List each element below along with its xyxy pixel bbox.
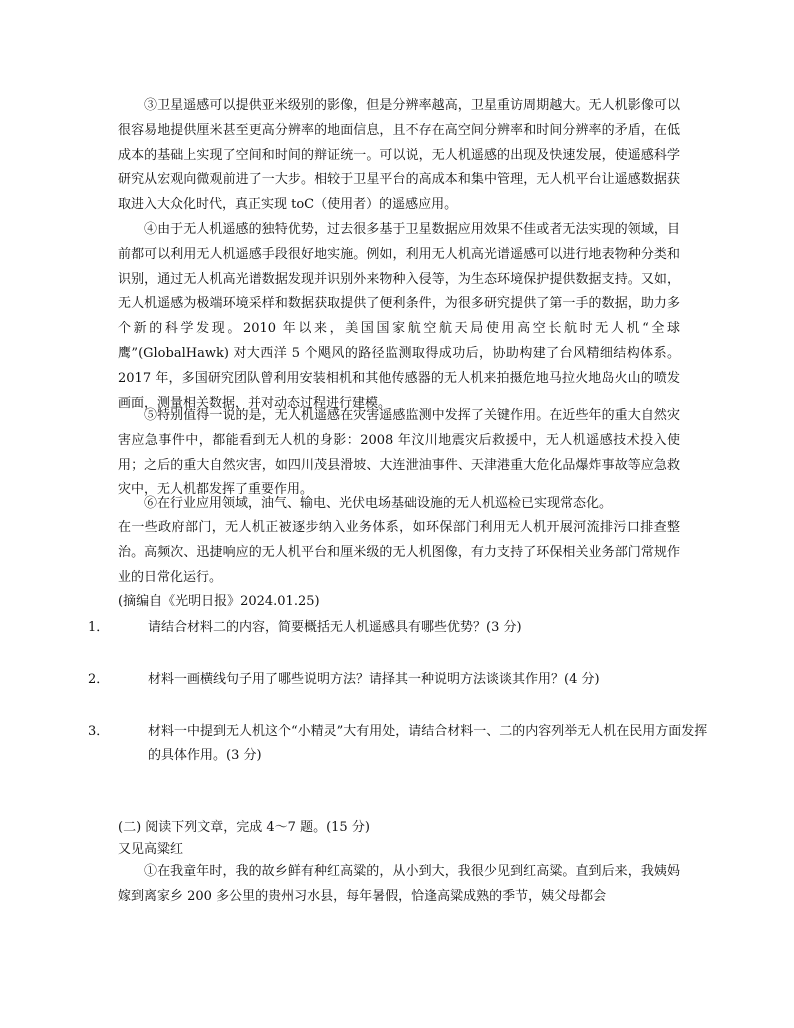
paragraph-5: ⑤特别值得一说的是，无人机遥感在灾害遥感监测中发挥了关键作用。在近些年的重大自然灾害应急事件中，都能看到无人机的身影：2008 年汶川地震灾后救援中，无人机遥感技术投入使用；之后的重大自然灾害，如四川茂县滑坡、大连泄油事件、天津港重大危化品爆炸事故等应急救灾中，无人机都发挥了重要作用。 bbox=[118, 408, 680, 498]
paragraph-6-first-line: ⑥在行业应用领域，油气、输电、光伏电场基础设施的无人机巡检已实现常态化。 bbox=[144, 496, 613, 511]
question-text: 请结合材料二的内容，简要概括无人机遥感具有哪些优势？(3 分) bbox=[148, 620, 522, 635]
paragraph-3: ③卫星遥感可以提供亚米级别的影像，但是分辨率越高，卫星重访周期越大。无人机影像可以很容易地提供厘米甚至更高分辨率的地面信息，且不存在高空间分辨率和时间分辨率的矛盾，在低成本的基础上实现了空间和时间的辩证统一。可以说，无人机遥感的出现及快速发展，使遥感科学研究从宏观向微观前进了一大步。相较于卫星平台的高成本和集中管理，无人机平台让遥感数据获取进入大众化时代，真正实现 toC（使用者）的遥感应用。 bbox=[118, 98, 680, 213]
article-title: 又见高粱红 bbox=[118, 842, 184, 857]
question-1 bbox=[88, 616, 710, 640]
section-2-header: (二) 阅读下列文章，完成 4～7 题。(15 分) bbox=[118, 820, 370, 835]
question-3 bbox=[88, 720, 710, 768]
question-text: 材料一中提到无人机这个“小精灵”大有用处，请结合材料一、二的内容列举无人机在民用方面发挥的具体作用。(3 分) bbox=[148, 724, 708, 763]
article-paragraph-1: ①在我童年时，我的故乡鲜有种红高粱的，从小到大，我很少见到红高粱。直到后来，我姨妈嫁到离家乡 200 多公里的贵州习水县，每年暑假，恰逢高粱成熟的季节，姨父母都会 bbox=[118, 864, 680, 904]
paragraph-4: ④由于无人机遥感的独特优势，过去很多基于卫星数据应用效果不佳或者无法实现的领域，目前都可以利用无人机遥感手段很好地实施。例如，利用无人机高光谱遥感可以进行地表物种分类和识别，通过无人机高光谱数据发现并识别外来物种入侵等，为生态环境保护提供数据支持。又如，无人机遥感为极端环境采样和数据获取提供了便利条件，为很多研究提供了第一手的数据，助力多个新的科学发现。2010 年以来，美国国家航空航天局使用高空长航时无人机“全球鹰”(GlobalHawk) 对大西洋 5 个飓风的路径监测取得成功后，协助构建了台风精细结构体系。2017 年，多国研究团队曾利用安装相机和其他传感器的无人机来拍摄危地马拉火地岛火山的喷发画面，测量相关数据，并对动态过程进行建模。 bbox=[118, 222, 680, 411]
source-citation: (摘编自《光明日报》2024.01.25) bbox=[118, 594, 320, 609]
question-2 bbox=[88, 668, 710, 692]
paragraph-6-rest: 在一些政府部门，无人机正被逐步纳入业务体系，如环保部门利用无人机开展河流排污口排查整治。高频次、迅捷响应的无人机平台和厘米级的无人机图像，有力支持了环保相关业务部门常规作业的日常化运行。 bbox=[118, 520, 680, 585]
question-number: 1． bbox=[88, 620, 110, 635]
question-text: 材料一画横线句子用了哪些说明方法？请择其一种说明方法谈谈其作用？(4 分) bbox=[148, 672, 600, 687]
question-number: 2． bbox=[88, 672, 110, 687]
question-number: 3． bbox=[88, 724, 110, 739]
